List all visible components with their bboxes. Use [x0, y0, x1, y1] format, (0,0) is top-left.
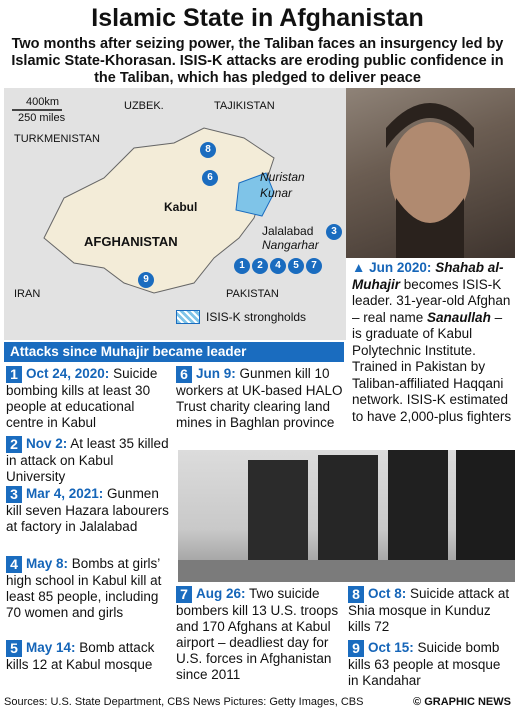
afghanistan-map [4, 88, 346, 340]
map-pin-1: 1 [234, 258, 250, 274]
page-subtitle: Two months after seizing power, the Taliban faces an insurgency led by Islamic State-Khorasan. ISIS-K attacks are eroding public confidence in the Taliban, which has pledged to deliver peace [11, 36, 504, 86]
map-pin-5: 5 [288, 258, 304, 274]
label-pakistan: PAKISTAN [226, 288, 279, 300]
bio-date: Jun 2020: [369, 260, 432, 275]
map-pin-9: 9 [138, 272, 154, 288]
label-afghanistan: AFGHANISTAN [84, 234, 178, 249]
leader-bio [346, 260, 515, 425]
map-pin-3: 3 [326, 224, 342, 240]
legend-swatch [176, 310, 200, 324]
scale-km: 400km [26, 96, 60, 108]
label-tajikistan: TAJIKISTAN [214, 100, 275, 112]
event-6: 6 Jun 9: Gunmen kill 10 workers at UK-based HALO Trust charity clearing land mines in Baghlan province [176, 366, 343, 430]
attacks-header: Attacks since Muhajir became leader [4, 342, 344, 362]
label-kabul: Kabul [164, 200, 198, 214]
map-pin-8: 8 [200, 142, 216, 158]
map-pin-2: 2 [252, 258, 268, 274]
event-1: 1 Oct 24, 2020: Suicide bombing kills at least 30 people at educational centre in Kabul [6, 366, 158, 430]
page-title: Islamic State in Afghanistan [91, 4, 424, 32]
portrait-drawing [346, 88, 515, 258]
map-pin-7: 7 [306, 258, 322, 274]
event-4: 4 May 8: Bombs at girls’ high school in Kabul kill at least 85 people, including 70 women and girls [6, 556, 162, 620]
event-2: 2 Nov 2: At least 35 killed in attack on Kabul University [6, 436, 169, 484]
hearse-photo [178, 450, 515, 582]
footer [4, 696, 511, 708]
label-kunar: Kunar [260, 186, 293, 200]
event-5: 5 May 14: Bomb attack kills 12 at Kabul mosque [6, 640, 155, 672]
hearse-drawing [178, 450, 515, 582]
footer-sources: Sources: U.S. State Department, CBS News Pictures: Getty Images, CBS [4, 696, 364, 708]
event-3: 3 Mar 4, 2021: Gunmen kill seven Hazara labourers at factory in Jalalabad [6, 486, 169, 534]
event-8: 8 Oct 8: Suicide attack at Shia mosque in Kunduz kills 72 [348, 586, 510, 634]
legend-label: ISIS-K strongholds [206, 310, 307, 324]
bio-name: Shahab al-Muhajir [352, 260, 504, 292]
label-turkmenistan: TURKMENISTAN [14, 133, 100, 145]
label-uzbek: UZBEK. [124, 100, 164, 112]
label-jalalabad: Jalalabad [262, 224, 314, 238]
map-svg [4, 88, 346, 340]
map-pin-6: 6 [202, 170, 218, 186]
leader-photo [346, 88, 515, 258]
scale-miles: 250 miles [18, 112, 66, 124]
event-7: 7 Aug 26: Two suicide bombers kill 13 U.S. troops and 170 Afghans at Kabul airport – deadliest day for U.S. forces in Afghanistan since 2011 [176, 586, 339, 682]
bio-realname: Sanaullah [427, 309, 491, 325]
bio-text-2: – is graduate of Kabul Polytechnic Institute. Trained in Pakistan by Taliban-affiliated Haqqani network. ISIS-K estimated to have 2,000-plus fighters [352, 309, 512, 424]
map-pin-4: 4 [270, 258, 286, 274]
bio-text-1: becomes ISIS-K leader. 31-year-old Afghan – real name [352, 276, 511, 325]
label-nangarhar: Nangarhar [262, 238, 319, 252]
event-9: 9 Oct 15: Suicide bomb kills 63 people at mosque in Kandahar [348, 640, 501, 688]
footer-credit: © GRAPHIC NEWS [413, 696, 511, 708]
label-iran: IRAN [14, 288, 41, 300]
triangle-icon: ▲ [352, 260, 366, 275]
label-nuristan: Nuristan [260, 170, 305, 184]
